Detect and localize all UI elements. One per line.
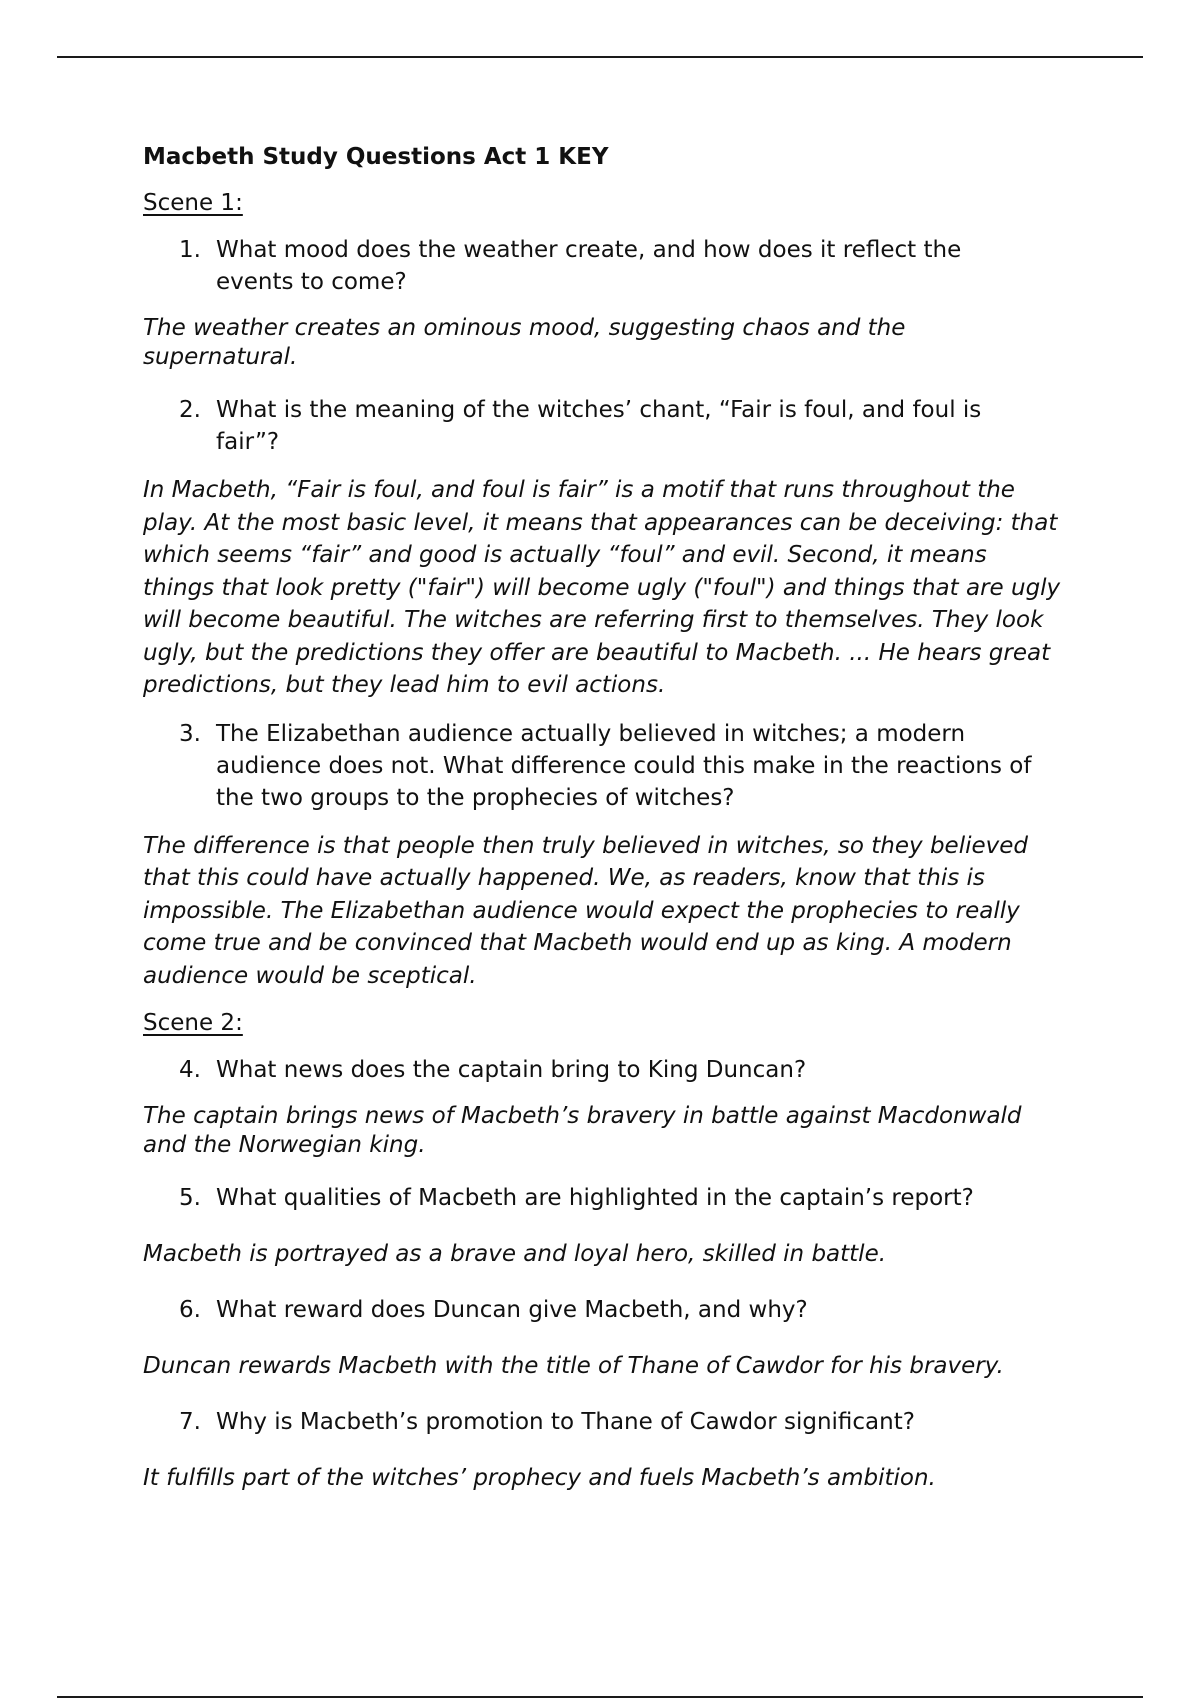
document-title: Macbeth Study Questions Act 1 KEY	[143, 144, 609, 170]
question-number: 2.	[179, 397, 201, 423]
question-number: 6.	[179, 1297, 201, 1323]
bottom-rule	[57, 1696, 1143, 1698]
answer-6: Duncan rewards Macbeth with the title of Thane of Cawdor for his bravery.	[143, 1353, 1004, 1379]
answer-7: It fulfills part of the witches’ prophecy and fuels Macbeth’s ambition.	[143, 1465, 936, 1491]
question-text: The Elizabethan audience actually believed in witches; a modern audience does not. What difference could this make in the reactions of the two groups to the prophecies of witches?	[216, 720, 1032, 811]
question-text: What qualities of Macbeth are highlighted in the captain’s report?	[216, 1185, 974, 1211]
question-text: What mood does the weather create, and how does it reflect the events to come?	[216, 237, 962, 295]
question-number: 3.	[179, 720, 201, 747]
question-3	[179, 718, 1063, 814]
document-body	[143, 142, 1063, 1518]
question-7	[179, 1406, 1063, 1438]
answer-3: The difference is that people then truly believed in witches, so they believed that this could have actually happened. We, as readers, know that this is impossible. The Elizabethan audience would expect the prophecies to really come true and be convinced that Macbeth would end up as king. A modern audience would be sceptical.	[143, 832, 1028, 989]
question-1	[179, 234, 1063, 298]
answer-1: The weather creates an ominous mood, suggesting chaos and the supernatural.	[143, 315, 906, 370]
question-4	[179, 1054, 1063, 1086]
question-text: What reward does Duncan give Macbeth, and why?	[216, 1297, 808, 1323]
scene-2-heading: Scene 2:	[143, 1010, 243, 1036]
question-5	[179, 1182, 1063, 1214]
question-number: 4.	[179, 1057, 201, 1083]
question-text: What is the meaning of the witches’ chant, “Fair is foul, and foul is fair”?	[216, 397, 982, 455]
question-number: 1.	[179, 237, 201, 263]
top-rule	[57, 56, 1143, 58]
scene-1-heading: Scene 1:	[143, 190, 243, 216]
question-number: 5.	[179, 1185, 201, 1211]
question-2	[179, 394, 1063, 458]
question-6	[179, 1294, 1063, 1326]
question-number: 7.	[179, 1409, 201, 1435]
answer-2: In Macbeth, “Fair is foul, and foul is fair” is a motif that runs throughout the play. At the most basic level, it means that appearances can be deceiving: that which seems “fair” and good is actually “foul” and evil. Second, it means things that look pretty ("fair") will become ugly ("foul") and things that are ugly will become beautiful. The witches are referring first to themselves. They look ugly, but the predictions they offer are beautiful to Macbeth. ... He hears great predictions, but they lead him to evil actions.	[143, 477, 1061, 698]
answer-4: The captain brings news of Macbeth’s bravery in battle against Macdonwald and the Norwegian king.	[143, 1103, 1022, 1158]
question-text: What news does the captain bring to King Duncan?	[216, 1057, 807, 1083]
answer-5: Macbeth is portrayed as a brave and loyal hero, skilled in battle.	[143, 1241, 887, 1267]
question-text: Why is Macbeth’s promotion to Thane of Cawdor significant?	[216, 1409, 915, 1435]
